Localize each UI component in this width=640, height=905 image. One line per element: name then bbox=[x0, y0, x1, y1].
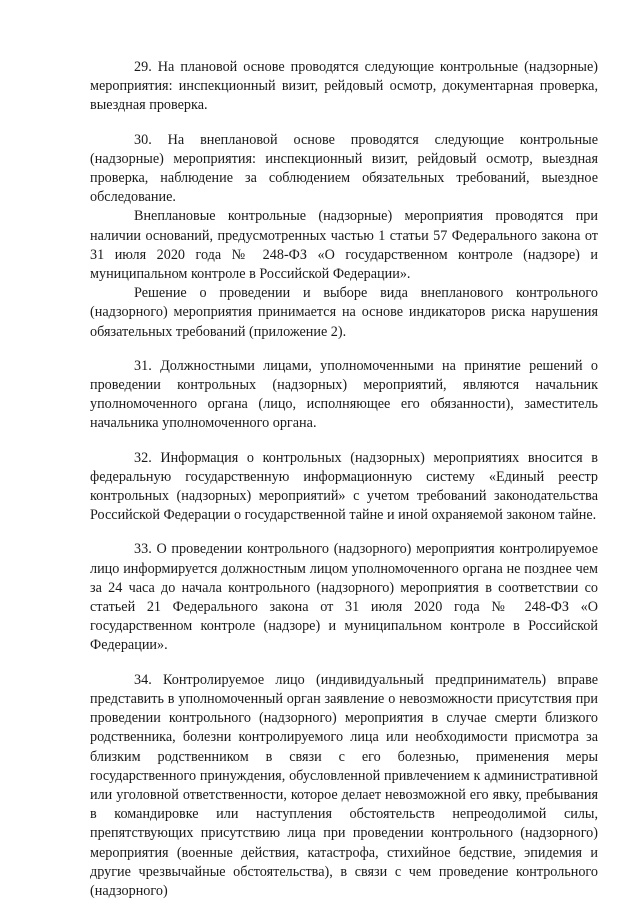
paragraph-29: 29. На плановой основе проводятся следующие контрольные (надзорные) мероприятия: инспекционный визит, рейдовый осмотр, документарная проверка, выездная проверка. bbox=[90, 59, 598, 114]
paragraph-30-decision: Решение о проведении и выборе вида внепланового контрольного (надзорного) мероприятия принимается на основе индикаторов риска нарушения обязательных требований (приложение 2). bbox=[90, 285, 598, 340]
paragraph-32: 32. Информация о контрольных (надзорных) мероприятиях вносится в федеральную государственную информационную систему «Единый реестр контрольных (надзорных) мероприятий» с учетом требований законодательства Российской Федерации о государственной тайне и иной охраняемой законом тайне. bbox=[90, 449, 598, 524]
paragraph-30-unscheduled-grounds: Внеплановые контрольные (надзорные) мероприятия проводятся при наличии оснований, предусмотренных частью 1 статьи 57 Федерального закона от 31 июля 2020 года № 248-ФЗ «О государственном контроле (надзоре) и муниципальном контроле в Российской Федерации». bbox=[90, 208, 598, 283]
paragraph-34: 34. Контролируемое лицо (индивидуальный предприниматель) вправе представить в уполномоченный орган заявление о невозможности присутствия при проведении контрольного (надзорного) мероприятия в случае смерти близкого родственника, болезни контролируемого лица или необходимости присмотра за близким родственником в связи с его болезнью, применения меры государственного принуждения, обусловленной привлечением к административной или уголовной ответственности, которое делает невозможной его явку, пребывания в командировке или наступления обстоятельств непреодолимой силы, препятствующих присутствию лица при проведении контрольного (надзорного) мероприятия (военные действия, катастрофа, стихийное бедствие, эпидемия и другие чрезвычайные обстоятельства), в связи с чем проведение контрольного (надзорного) bbox=[90, 671, 598, 899]
paragraph-33: 33. О проведении контрольного (надзорного) мероприятия контролируемое лицо информируется должностным лицом уполномоченного органа не позднее чем за 24 часа до начала контрольного (надзорного) мероприятия в соответствии со статьей 21 Федерального закона от 31 июля 2020 года № 248-ФЗ «О государственном контроле (надзоре) и муниципальном контроле в Российской Федерации». bbox=[90, 541, 598, 654]
paragraph-31: 31. Должностными лицами, уполномоченными на принятие решений о проведении контрольных (надзорных) мероприятий, являются начальник уполномоченного органа (лицо, исполняющее его обязанности), заместитель начальника уполномоченного органа. bbox=[90, 357, 598, 432]
document-body bbox=[90, 58, 598, 901]
paragraph-30: 30. На внеплановой основе проводятся следующие контрольные (надзорные) мероприятия: инспекционный визит, рейдовый осмотр, выездная проверка, наблюдение за соблюдением обязательных требований, выездное обследование. bbox=[90, 131, 598, 206]
